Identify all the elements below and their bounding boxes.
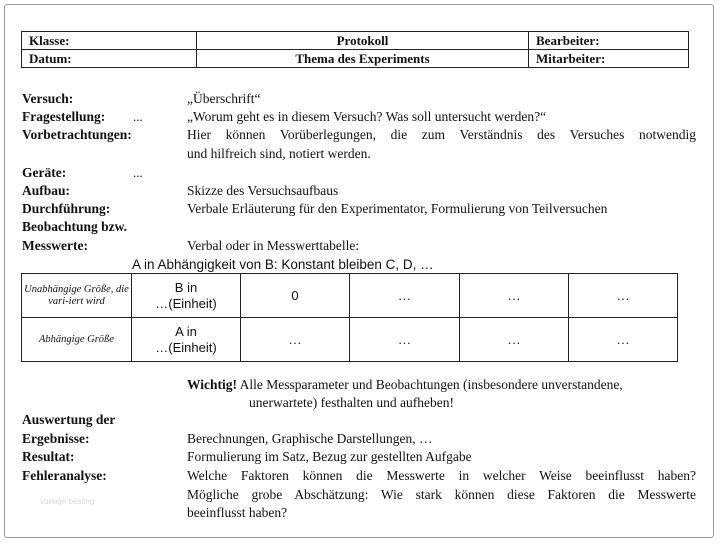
unit-line: …(Einheit) [155, 295, 217, 311]
important-text-line2: unerwartete) festhalten und aufheben! [249, 395, 455, 410]
important-note [187, 375, 697, 395]
fehleranalyse-line1: Welche Faktoren können die Messwerte in welcher Weise beeinflusst haben? [187, 468, 696, 483]
unit-line: …(Einheit) [155, 339, 217, 355]
class-cell: Klasse: [22, 32, 197, 50]
table-row [22, 274, 678, 318]
messwerte-label: Messwerte: [22, 238, 88, 253]
vorbetrachtungen-label: Vorbetrachtungen: [22, 127, 132, 142]
header-row [22, 50, 689, 68]
header-row [22, 32, 689, 50]
ergebnisse-text: Berechnungen, Graphische Darstellungen, … [187, 431, 433, 446]
independent-unit-cell [132, 274, 241, 318]
versuch-text: „Überschrift“ [187, 91, 261, 106]
independent-variable-head: Unabhängige Größe, die vari-iert wird [22, 274, 132, 318]
measurement-table [21, 273, 678, 362]
unit-line: A in [175, 323, 197, 339]
table-cell: … [569, 318, 678, 362]
unit-line: B in [174, 279, 198, 295]
fehleranalyse-line2: Mögliche grobe Abschätzung: Wie stark können diese Faktoren die Messwerte [187, 487, 696, 502]
table-cell: … [350, 274, 460, 318]
important-text: Alle Messparameter und Beobachtungen (insbesondere unverstandene, [237, 377, 623, 392]
fragestellung-text: „Worum geht es in diesem Versuch? Was soll untersucht werden?“ [187, 109, 547, 124]
editor-cell: Bearbeiter: [529, 32, 689, 50]
versuch-label: Versuch: [22, 91, 74, 106]
fehleranalyse-line3: beeinflusst haben? [187, 505, 288, 520]
vorbetrachtungen-line1: Hier können Vorüberlegungen, die zum Verständnis des Versuches notwendig [187, 127, 696, 142]
durchfuehrung-text: Verbale Erläuterung für den Experimentator, Formulierung von Teilversuchen [187, 201, 608, 216]
table-cell: … [350, 318, 460, 362]
auswertung-label: Auswertung der [22, 412, 116, 427]
experiment-topic: Thema des Experiments [197, 50, 529, 68]
coworker-cell: Mitarbeiter: [529, 50, 689, 68]
table-cell: … [460, 274, 569, 318]
table-cell: … [569, 274, 678, 318]
messwerte-text: Verbal oder in Messwerttabelle: [187, 238, 360, 253]
date-cell: Datum: [22, 50, 197, 68]
important-label: Wichtig! [187, 377, 237, 392]
dependent-variable-head: Abhängige Größe [22, 318, 132, 362]
aufbau-text: Skizze des Versuchsaufbaus [187, 183, 339, 198]
dependent-unit-cell [132, 318, 241, 362]
table-cell: … [460, 318, 569, 362]
header-table [21, 31, 689, 68]
durchfuehrung-label: Durchführung: [22, 201, 111, 216]
watermark: vorlage besting [40, 497, 95, 506]
fragestellung-label: Fragestellung: [22, 109, 106, 124]
beobachtung-label: Beobachtung bzw. [22, 219, 128, 234]
vorbetrachtungen-line2: und hilfreich sind, notiert werden. [187, 146, 371, 161]
table-cell: 0 [241, 274, 350, 318]
fehleranalyse-label: Fehleranalyse: [22, 468, 107, 483]
resultat-label: Resultat: [22, 449, 75, 464]
geraete-label: Geräte: [22, 165, 67, 180]
aufbau-label: Aufbau: [22, 183, 71, 198]
fragestellung-dots: ... [133, 109, 143, 124]
dependency-note: A in Abhängigkeit von B: Konstant bleiben C, D, … [132, 257, 434, 272]
protocol-title: Protokoll [197, 32, 529, 50]
geraete-dots: ... [133, 165, 143, 180]
ergebnisse-label: Ergebnisse: [22, 431, 90, 446]
table-row [22, 318, 678, 362]
resultat-text: Formulierung im Satz, Bezug zur gestellten Aufgabe [187, 449, 472, 464]
table-cell: … [241, 318, 350, 362]
